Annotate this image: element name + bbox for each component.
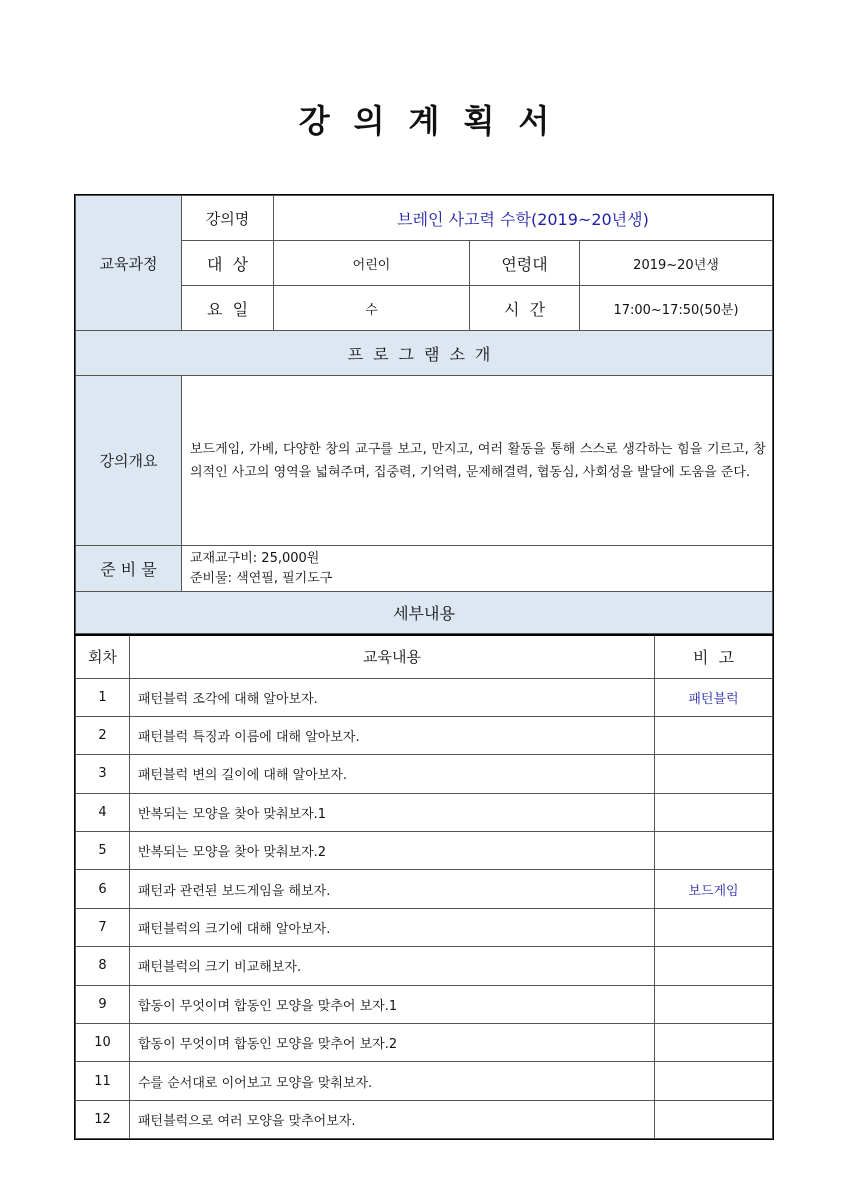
table-row	[76, 947, 773, 985]
session-number: 7	[76, 908, 130, 946]
session-number: 8	[76, 947, 130, 985]
program-intro-heading: 프로그램소개	[76, 331, 773, 376]
session-content: 패턴블럭 특징과 이름에 대해 알아보자.	[130, 716, 655, 754]
session-note	[655, 1062, 773, 1100]
session-note	[655, 908, 773, 946]
session-content: 패턴블럭의 크기에 대해 알아보자.	[130, 908, 655, 946]
age-label: 연령대	[470, 241, 580, 286]
target-value: 어린이	[274, 241, 470, 286]
session-number: 11	[76, 1062, 130, 1100]
day-label: 요 일	[182, 286, 274, 331]
time-value: 17:00~17:50(50분)	[580, 286, 773, 331]
age-value: 2019~20년생	[580, 241, 773, 286]
session-note	[655, 832, 773, 870]
overview-text: 보드게임, 가베, 다양한 창의 교구를 보고, 만지고, 여러 활동을 통해 스스로 생각하는 힘을 기르고, 창의적인 사고의 영역을 넓혀주며, 집중력, 기억력, 문제해결력, 협동심, 사회성을 발달에 도움을 준다.	[182, 376, 773, 546]
session-number: 5	[76, 832, 130, 870]
session-number: 12	[76, 1100, 130, 1138]
table-row	[76, 793, 773, 831]
materials-items: 준비물: 색연필, 필기도구	[190, 570, 333, 586]
schedule-header-row	[76, 635, 773, 678]
session-header: 회차	[76, 635, 130, 678]
session-number: 9	[76, 985, 130, 1023]
table-row	[76, 908, 773, 946]
session-content: 패턴블럭으로 여러 모양을 맞추어보자.	[130, 1100, 655, 1138]
session-number: 2	[76, 716, 130, 754]
table-row	[76, 1100, 773, 1138]
title-char: 강	[298, 102, 330, 140]
session-content: 패턴과 관련된 보드게임을 해보자.	[130, 870, 655, 908]
session-note: 보드게임	[655, 870, 773, 908]
session-note	[655, 1100, 773, 1138]
session-content: 합동이 무엇이며 합동인 모양을 맞추어 보자.2	[130, 1024, 655, 1062]
table-row	[76, 678, 773, 716]
session-note	[655, 947, 773, 985]
table-row	[76, 716, 773, 754]
table-row	[76, 870, 773, 908]
content-header: 교육내용	[130, 635, 655, 678]
session-note	[655, 985, 773, 1023]
session-number: 6	[76, 870, 130, 908]
session-note	[655, 1024, 773, 1062]
session-number: 1	[76, 678, 130, 716]
target-label: 대 상	[182, 241, 274, 286]
table-row	[76, 1024, 773, 1062]
session-number: 10	[76, 1024, 130, 1062]
day-value: 수	[274, 286, 470, 331]
session-note	[655, 755, 773, 793]
materials-text	[182, 546, 773, 592]
title-char: 계	[408, 102, 440, 140]
plan-frame	[74, 194, 774, 1140]
session-note	[655, 793, 773, 831]
session-note	[655, 716, 773, 754]
table-row	[76, 1062, 773, 1100]
course-name: 브레인 사고력 수학(2019~20년생)	[274, 196, 773, 241]
session-number: 3	[76, 755, 130, 793]
title-char: 서	[518, 102, 550, 140]
materials-label: 준 비 물	[76, 546, 182, 592]
session-content: 합동이 무엇이며 합동인 모양을 맞추어 보자.1	[130, 985, 655, 1023]
session-content: 반복되는 모양을 찾아 맞춰보자.2	[130, 832, 655, 870]
time-label: 시 간	[470, 286, 580, 331]
session-content: 패턴블럭 조각에 대해 알아보자.	[130, 678, 655, 716]
table-row	[76, 832, 773, 870]
session-content: 패턴블럭의 크기 비교해보자.	[130, 947, 655, 985]
course-section-label: 교육과정	[76, 196, 182, 331]
document-title	[0, 96, 848, 142]
session-content: 패턴블럭 변의 길이에 대해 알아보자.	[130, 755, 655, 793]
note-header: 비 고	[655, 635, 773, 678]
session-number: 4	[76, 793, 130, 831]
session-content: 수를 순서대로 이어보고 모양을 맞춰보자.	[130, 1062, 655, 1100]
table-row	[76, 985, 773, 1023]
details-heading: 세부내용	[76, 592, 773, 634]
course-info-table	[75, 195, 773, 634]
overview-label: 강의개요	[76, 376, 182, 546]
title-char: 획	[463, 102, 495, 140]
schedule-table	[75, 634, 773, 1139]
session-content: 반복되는 모양을 찾아 맞춰보자.1	[130, 793, 655, 831]
title-char: 의	[353, 102, 385, 140]
table-row	[76, 755, 773, 793]
session-note: 패턴블럭	[655, 678, 773, 716]
course-name-label: 강의명	[182, 196, 274, 241]
materials-fee: 교재교구비: 25,000원	[190, 550, 320, 566]
